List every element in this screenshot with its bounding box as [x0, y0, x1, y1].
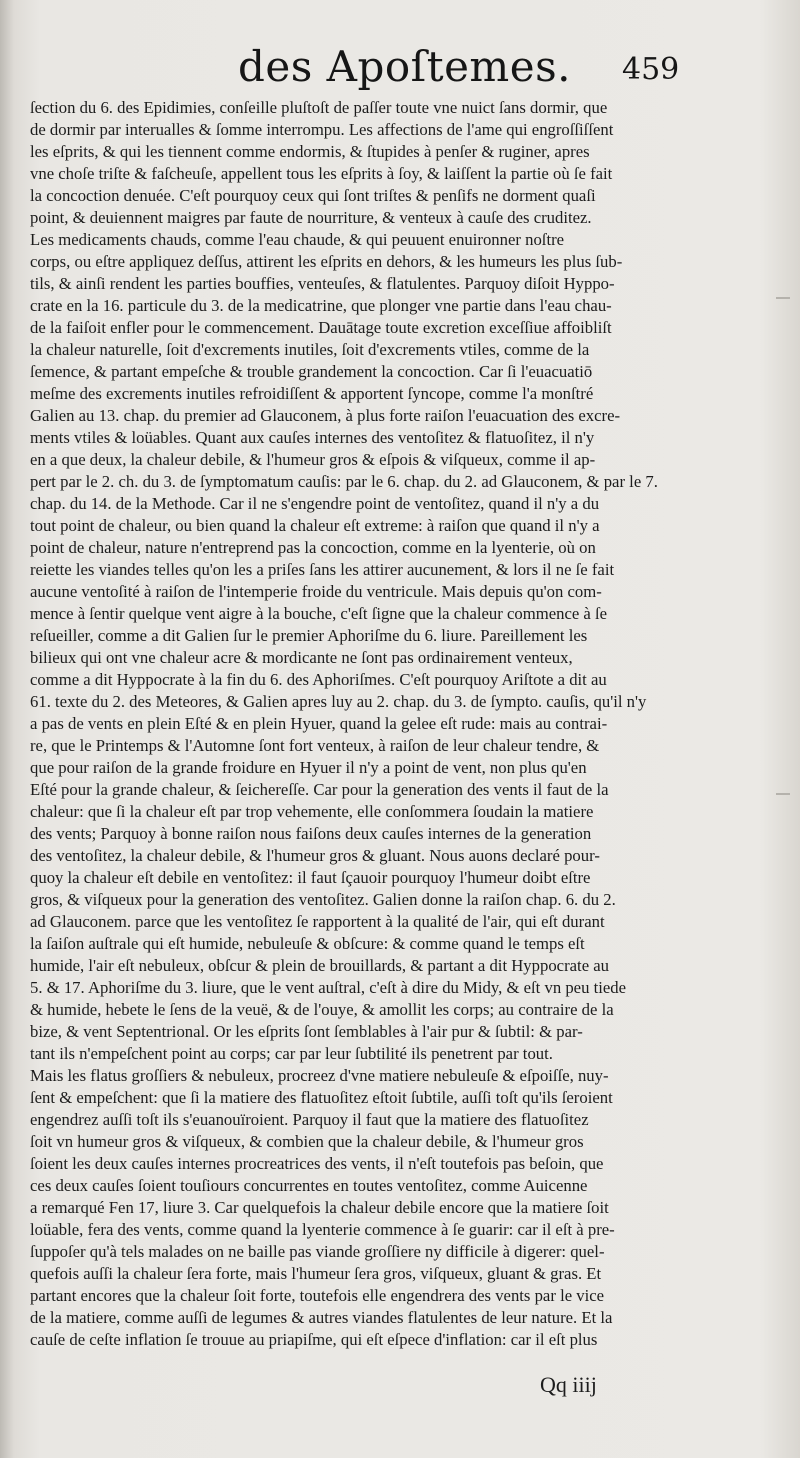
text-line: 5. & 17. Aphoriſme du 3. liure, que le vent auſtral, c'eſt à dire du Midy, & eſt vn peu tiede [30, 978, 627, 997]
text-line: la chaleur naturelle, ſoit d'excrements inutiles, ſoit d'excrements vtiles, comme de la [30, 340, 590, 359]
text-line: de la matiere, comme auſſi de legumes & autres viandes flatulentes de leur nature. Et la [30, 1308, 613, 1327]
text-line: cauſe de ceſte inflation ſe trouue au priapiſme, qui eſt eſpece d'inflation: car il eſt plus [30, 1330, 598, 1349]
text-line: la ſaiſon auſtrale qui eſt humide, nebuleuſe & obſcure: & comme quand le temps eſt [30, 934, 585, 953]
text-line: corps, ou eſtre appliquez deſſus, attirent les eſprits en dehors, & les humeurs les plus ſub- [30, 252, 623, 271]
page-number: 459 [622, 52, 680, 87]
text-line: point de chaleur, nature n'entreprend pas la concoction, comme en la lyenterie, où on [30, 538, 596, 557]
text-line: que pour raiſon de la grande froidure en Hyuer il n'y a point de vent, non plus qu'en [30, 758, 587, 777]
text-line: re, que le Printemps & l'Automne ſont fort venteux, à raiſon de leur chaleur tendre, & [30, 736, 600, 755]
text-line: gros, & viſqueux pour la generation des ventoſitez. Galien donne la raiſon chap. 6. du 2. [30, 890, 616, 909]
text-line: 61. texte du 2. des Meteores, & Galien apres luy au 2. chap. du 3. de ſympto. cauſis, qu'il n'y [30, 692, 647, 711]
text-line: en a que deux, la chaleur debile, & l'humeur gros & eſpois & viſqueux, comme il ap- [30, 450, 596, 469]
text-line: des vents; Parquoy à bonne raiſon nous faiſons deux cauſes internes de la generation [30, 824, 592, 843]
text-line: reſueiller, comme a dit Galien ſur le premier Aphoriſme du 6. liure. Pareillement les [30, 626, 588, 645]
text-line: vne choſe triſte & faſcheuſe, appellent tous les eſprits à ſoy, & laiſſent la partie où ſe fait [30, 164, 613, 183]
body-text [30, 97, 782, 1351]
text-line: point, & deuiennent maigres par faute de nourriture, & venteux à cauſe des cruditez. [30, 208, 592, 227]
signature-mark: Qq iiij [540, 1372, 597, 1397]
text-line: quefois auſſi la chaleur ſera forte, mais l'humeur ſera gros, viſqueux, gluant & gras. Et [30, 1264, 602, 1283]
text-line: des ventoſitez, la chaleur debile, & l'humeur gros & gluant. Nous auons declaré pour- [30, 846, 600, 865]
text-line: les eſprits, & qui les tiennent comme endormis, & ſtupides à penſer & ruginer, apres [30, 142, 590, 161]
text-line: ſemence, & partant empeſche & trouble grandement la concoction. Car ſi l'euacuatiō [30, 362, 593, 381]
text-line: ſoient les deux cauſes internes procreatrices des vents, il n'eſt toutefois pas beſoin, que [30, 1154, 604, 1173]
text-line: humide, l'air eſt nebuleux, obſcur & plein de brouillards, & partant a dit Hyppocrate au [30, 956, 610, 975]
text-line: partant encores que la chaleur ſoit forte, toutefois elle engendrera des vents par le vice [30, 1286, 605, 1305]
text-line: pert par le 2. ch. du 3. de ſymptomatum cauſis: par le 6. chap. du 2. ad Glauconem, & par le 7. [30, 472, 658, 491]
text-line: & humide, hebete le ſens de la veuë, & de l'ouye, & amollit les corps; au contraire de la [30, 1000, 614, 1019]
text-line: reiette les viandes telles qu'on les a priſes ſans les attirer aucunement, & lors il ne ſe fait [30, 560, 615, 579]
margin-mark [776, 793, 790, 795]
text-line: chaleur: que ſi la chaleur eſt par trop vehemente, elle conſommera ſoudain la matiere [30, 802, 594, 821]
text-line: Galien au 13. chap. du premier ad Glauconem, à plus forte raiſon l'euacuation des excre- [30, 406, 621, 425]
text-line: ſent & empeſchent: que ſi la matiere des flatuoſitez eſtoit ſubtile, auſſi toſt qu'ils ſeroient [30, 1088, 613, 1107]
text-line: bilieux qui ont vne chaleur acre & mordicante ne ſont pas ordinairement venteux, [30, 648, 573, 667]
text-line: de la faiſoit enfler pour le commencement. Dauātage toute excretion exceſſiue affoibliſt [30, 318, 612, 337]
text-line: tout point de chaleur, ou bien quand la chaleur eſt extreme: à raiſon que quand il n'y a [30, 516, 600, 535]
text-line: ſection du 6. des Epidimies, conſeille pluſtoſt de paſſer toute vne nuict ſans dormir, que [30, 98, 608, 117]
text-line: aucune ventoſité à raiſon de l'intemperie froide du ventricule. Mais depuis qu'on com- [30, 582, 602, 601]
text-line: meſme des excrements inutiles refroidiſſent & apportent ſyncope, comme l'a monſtré [30, 384, 594, 403]
text-line: comme a dit Hyppocrate à la fin du 6. des Aphoriſmes. C'eſt pourquoy Ariſtote a dit au [30, 670, 607, 689]
running-title: des Apoſtemes. [238, 42, 572, 91]
text-line: ments vtiles & loüables. Quant aux cauſes internes des ventoſitez & flatuoſitez, il n'y [30, 428, 595, 447]
text-line: la concoction denuée. C'eſt pourquoy ceux qui ſont triſtes & penſifs ne dorment quaſi [30, 186, 596, 205]
text-line: ad Glauconem. parce que les ventoſitez ſe rapportent à la qualité de l'air, qui eſt durant [30, 912, 605, 931]
page-header [0, 42, 800, 102]
text-line: crate en la 16. particule du 3. de la medicatrine, que plonger vne partie dans l'eau chau- [30, 296, 612, 315]
text-line: mence à ſentir quelque vent aigre à la bouche, c'eſt ſigne que la chaleur commence à ſe [30, 604, 608, 623]
text-line: engendrez auſſi toſt ils s'euanouïroient. Parquoy il faut que la matiere des flatuoſitez [30, 1110, 589, 1129]
text-line: tant ils n'empeſchent point au corps; car par leur ſubtilité ils penetrent par tout. [30, 1044, 553, 1063]
text-line: chap. du 14. de la Methode. Car il ne s'engendre point de ventoſitez, quand il n'y a du [30, 494, 600, 513]
text-line: Les medicaments chauds, comme l'eau chaude, & qui peuuent enuironner noſtre [30, 230, 565, 249]
text-line: a pas de vents en plein Eſté & en plein Hyuer, quand la gelee eſt rude: mais au contrai- [30, 714, 608, 733]
text-line: loüable, fera des vents, comme quand la lyenterie commence à ſe guarir: car il eſt à pre- [30, 1220, 615, 1239]
text-line: Eſté pour la grande chaleur, & ſeichereſſe. Car pour la generation des vents il faut de la [30, 780, 609, 799]
text-line: bize, & vent Septentrional. Or les eſprits ſont ſemblables à l'air pur & ſubtil: & par- [30, 1022, 583, 1041]
text-line: a remarqué Fen 17, liure 3. Car quelquefois la chaleur debile encore que la matiere ſoit [30, 1198, 609, 1217]
text-line: Mais les flatus groſſiers & nebuleux, procreez d'vne matiere nebuleuſe & eſpoiſſe, nuy- [30, 1066, 609, 1085]
text-line: ces deux cauſes ſoient touſiours concurrentes en toutes ventoſitez, comme Auicenne [30, 1176, 588, 1195]
text-line: quoy la chaleur eſt debile en ventoſitez: il faut ſçauoir pourquoy l'humeur doibt eſtre [30, 868, 591, 887]
page-footer [540, 1372, 680, 1402]
text-line: de dormir par interualles & ſomme interrompu. Les affections de l'ame qui engroſſiſſent [30, 120, 614, 139]
text-line: ſoit vn humeur gros & viſqueux, & combien que la chaleur debile, & l'humeur gros [30, 1132, 584, 1151]
margin-mark [776, 297, 790, 299]
text-line: tils, & ainſi rendent les parties bouffies, venteuſes, & flatulentes. Parquoy diſoit Hyppo- [30, 274, 615, 293]
text-line: ſuppoſer qu'à tels malades on ne baille pas viande groſſiere ny difficile à digerer: quel- [30, 1242, 605, 1261]
